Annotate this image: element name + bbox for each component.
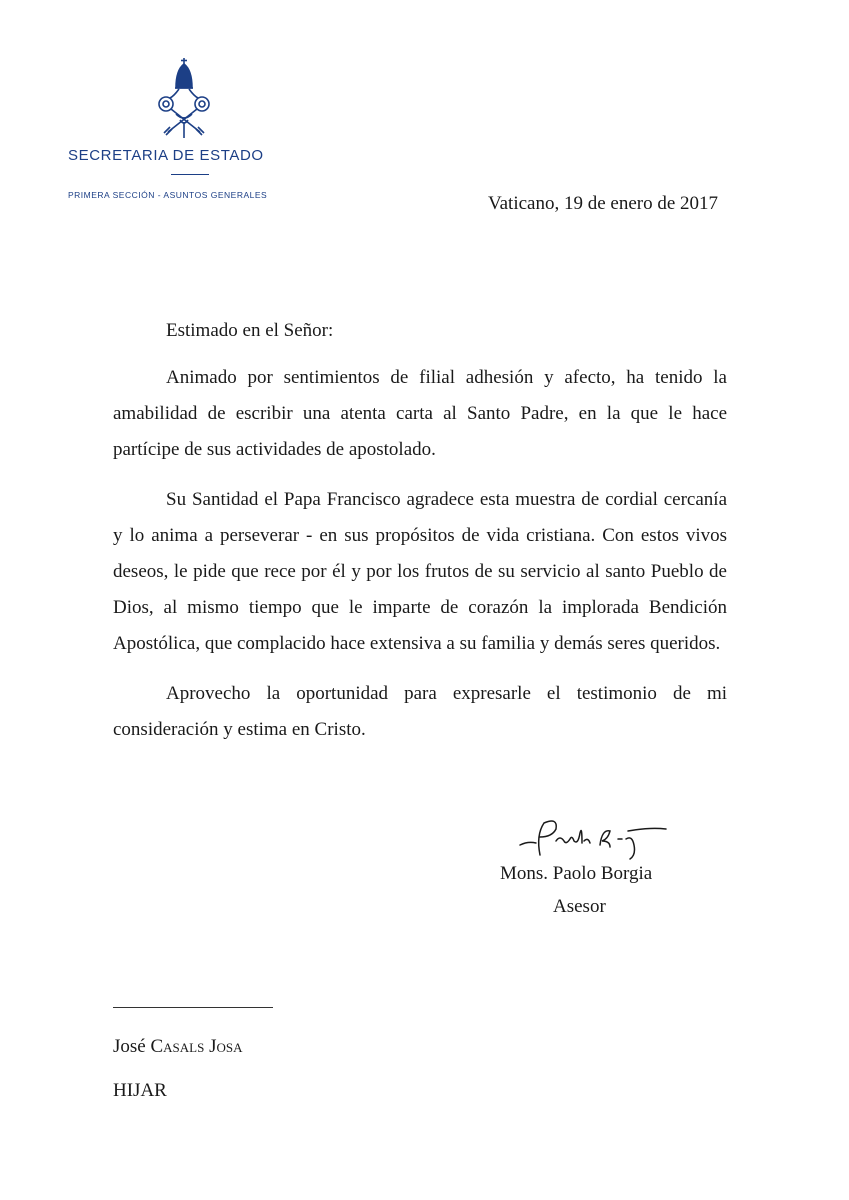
paragraph-2: Su Santidad el Papa Francisco agradece esta muestra de cordial cercanía y lo anima a perseverar - en sus propósitos de vida cristiana. Con estos vivos deseos, le pide que rece por él y por los frutos de su servicio al santo Pueblo de Dios, al mismo tiempo que le imparte de corazón la implorada Bendición Apostólica, que complacido hace extensiva a su familia y demás seres queridos. — [113, 489, 727, 654]
signature-block — [480, 815, 680, 925]
organization-section: PRIMERA SECCIÓN - ASUNTOS GENERALES — [68, 190, 268, 200]
date-line: Vaticano, 19 de enero de 2017 — [488, 193, 719, 214]
signer-name: Mons. Paolo Borgia — [500, 863, 653, 884]
recipient-surname: Casals Josa — [150, 1036, 243, 1057]
letter-body — [113, 360, 727, 762]
salutation: Estimado en el Señor: — [166, 320, 334, 341]
paragraph-1: Animado por sentimientos de filial adhesión y afecto, ha tenido la amabilidad de escribir una atenta carta al Santo Padre, en la que le hace partícipe de sus actividades de apostolado. — [113, 367, 727, 460]
address-divider — [113, 1007, 273, 1008]
recipient-first-name: José — [113, 1036, 146, 1057]
papal-coat-of-arms-icon — [152, 58, 216, 138]
letterhead-divider — [171, 174, 209, 175]
recipient-place: HIJAR — [113, 1080, 167, 1101]
paragraph-3: Aprovecho la oportunidad para expresarle el testimonio de mi consideración y estima en Cristo. — [113, 683, 727, 740]
recipient-name — [113, 1036, 243, 1058]
handwritten-signature — [510, 815, 670, 861]
signer-title: Asesor — [553, 896, 606, 917]
organization-name: SECRETARIA DE ESTADO — [68, 147, 264, 164]
